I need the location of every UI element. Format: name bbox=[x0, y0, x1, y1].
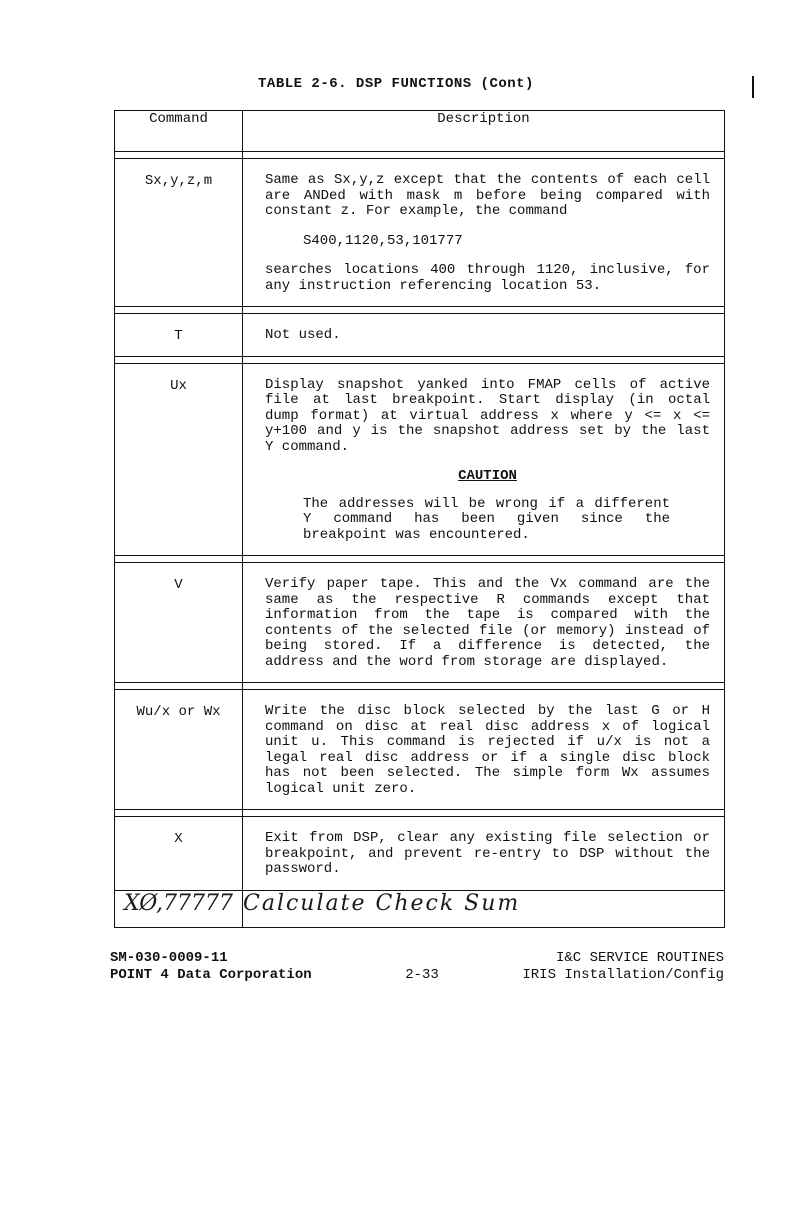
command-cell: V bbox=[115, 563, 243, 683]
command-cell: X bbox=[115, 817, 243, 891]
command-cell: Ux bbox=[115, 363, 243, 556]
dsp-functions-table bbox=[114, 110, 725, 928]
table-row bbox=[115, 363, 725, 556]
description-cell bbox=[243, 363, 725, 556]
manual-title: IRIS Installation/Config bbox=[522, 967, 724, 983]
handwritten-description: Calculate Check Sum bbox=[243, 890, 521, 916]
company-name: POINT 4 Data Corporation bbox=[110, 967, 312, 983]
description-text: Verify paper tape. This and the Vx command are the same as the respective R commands except that information from the tape is compared with the contents of the selected file (or memory) instead of being stored. If a difference is detected, the address and the word from storage are displayed. bbox=[265, 576, 710, 670]
description-cell bbox=[243, 314, 725, 357]
column-header-description: Description bbox=[243, 111, 725, 152]
command-cell: Wu/x or Wx bbox=[115, 690, 243, 810]
page-number: 2-33 bbox=[405, 967, 439, 983]
page-footer bbox=[110, 950, 724, 984]
handwritten-row bbox=[115, 890, 725, 927]
handwritten-command-cell bbox=[115, 890, 243, 927]
command-cell: Sx,y,z,m bbox=[115, 159, 243, 307]
table-row bbox=[115, 563, 725, 683]
description-text: Write the disc block selected by the last G or H command on disc at real disc address x of logical unit u. This command is rejected if u/x is not a legal real disc address or if a single disc block has not been selected. The simple form Wx assumes logical unit zero. bbox=[265, 703, 710, 797]
page-title: TABLE 2-6. DSP FUNCTIONS (Cont) bbox=[258, 76, 534, 92]
table-row bbox=[115, 314, 725, 357]
caution-heading: CAUTION bbox=[458, 468, 517, 484]
command-cell: T bbox=[115, 314, 243, 357]
description-text: Display snapshot yanked into FMAP cells of active file at last breakpoint. Start display (in octal dump format) at virtual address x where y <= x <= y+100 and y is the snapshot address set by the last Y command. bbox=[265, 376, 710, 455]
description-cell bbox=[243, 563, 725, 683]
table-row bbox=[115, 159, 725, 307]
description-cell bbox=[243, 159, 725, 307]
caution-text: The addresses will be wrong if a different Y command has been given since the breakpoint was encountered. bbox=[303, 495, 670, 543]
handwritten-description-cell bbox=[243, 890, 725, 927]
description-cell bbox=[243, 690, 725, 810]
table-row bbox=[115, 817, 725, 891]
section-title: I&C SERVICE ROUTINES bbox=[555, 950, 724, 966]
description-cell bbox=[243, 817, 725, 891]
revision-bar bbox=[752, 76, 754, 98]
table-row bbox=[115, 690, 725, 810]
description-text: Exit from DSP, clear any existing file selection or breakpoint, and prevent re-entry to DSP without the password. bbox=[265, 830, 710, 877]
description-text: searches locations 400 through 1120, inclusive, for any instruction referencing location 53. bbox=[265, 262, 710, 294]
table-header-row bbox=[115, 111, 725, 152]
column-header-command: Command bbox=[115, 111, 243, 152]
handwritten-command: XØ,77777 bbox=[123, 890, 233, 916]
description-text: Not used. bbox=[265, 327, 341, 343]
description-text: Same as Sx,y,z except that the contents of each cell are ANDed with mask m before being compared with constant z. For example, the command bbox=[265, 172, 710, 219]
example-command: S400,1120,53,101777 bbox=[303, 232, 463, 249]
document-number: SM-030-0009-11 bbox=[110, 950, 228, 966]
